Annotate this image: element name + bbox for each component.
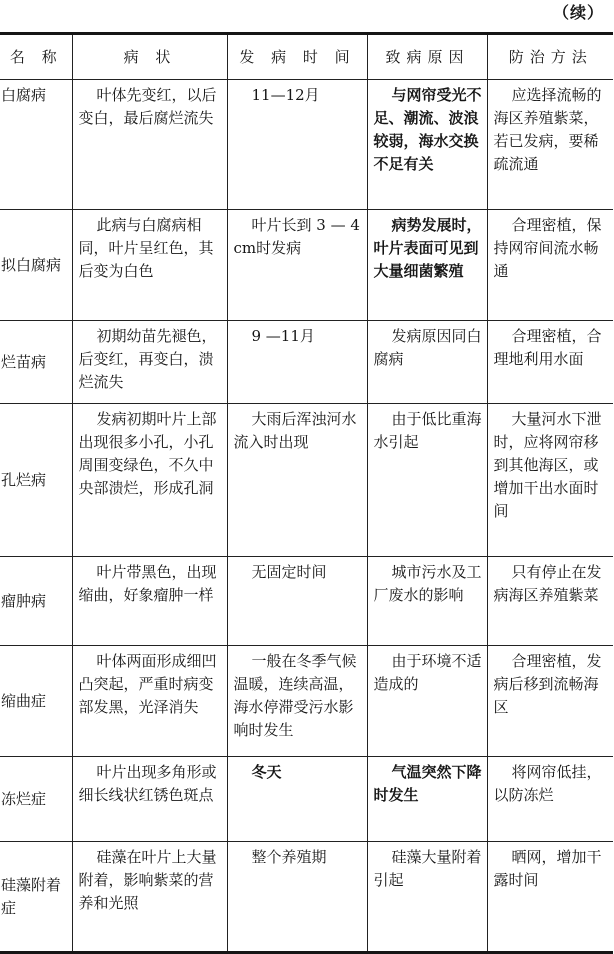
header-time: 发 病 时 间 <box>227 34 367 80</box>
time-cell: 整个养殖期 <box>227 842 367 953</box>
disease-name: 缩曲症 <box>0 646 72 757</box>
table-row <box>0 321 613 404</box>
disease-name: 白腐病 <box>0 80 72 210</box>
prevention-cell: 合理密植，发病后移到流畅海区 <box>487 646 613 757</box>
time-cell: 大雨后浑浊河水流入时出现 <box>227 404 367 557</box>
time-cell: 无固定时间 <box>227 557 367 646</box>
time-cell: 11—12月 <box>227 80 367 210</box>
time-cell: 9 —11月 <box>227 321 367 404</box>
table-row <box>0 210 613 321</box>
table-row <box>0 842 613 953</box>
cause-cell: 硅藻大量附着引起 <box>367 842 487 953</box>
header-symptom: 病 状 <box>72 34 227 80</box>
cause-cell: 气温突然下降时发生 <box>367 757 487 842</box>
table-row <box>0 557 613 646</box>
prevention-cell: 将网帘低挂，以防冻烂 <box>487 757 613 842</box>
symptom-cell: 叶片带黑色，出现缩曲，好象瘤肿一样 <box>72 557 227 646</box>
header-name: 名 称 <box>0 34 72 80</box>
continued-label: （续） <box>552 3 604 22</box>
disease-name: 冻烂症 <box>0 757 72 842</box>
time-cell: 一般在冬季气候温暖，连续高温，海水停滞受污水影响时发生 <box>227 646 367 757</box>
cause-cell: 病势发展时，叶片表面可见到大量细菌繁殖 <box>367 210 487 321</box>
header-cause: 致病原因 <box>367 34 487 80</box>
cause-cell: 由于低比重海水引起 <box>367 404 487 557</box>
disease-name: 孔烂病 <box>0 404 72 557</box>
symptom-cell: 初期幼苗先褪色，后变红，再变白，溃烂流失 <box>72 321 227 404</box>
disease-name: 烂苗病 <box>0 321 72 404</box>
disease-table <box>0 32 613 954</box>
prevention-cell: 应选择流畅的海区养殖紫菜，若已发病，要稀疏流通 <box>487 80 613 210</box>
symptom-cell: 此病与白腐病相同，叶片呈红色，其后变为白色 <box>72 210 227 321</box>
table-row <box>0 80 613 210</box>
prevention-cell: 晒网，增加干露时间 <box>487 842 613 953</box>
prevention-cell: 大量河水下泄时，应将网帘移到其他海区，或增加干出水面时间 <box>487 404 613 557</box>
disease-name: 瘤肿病 <box>0 557 72 646</box>
table-row <box>0 646 613 757</box>
cause-cell: 城市污水及工厂废水的影响 <box>367 557 487 646</box>
time-cell: 叶片长到 3 — 4 cm时发病 <box>227 210 367 321</box>
cause-cell: 由于环境不适造成的 <box>367 646 487 757</box>
cause-cell: 与网帘受光不足、潮流、波浪较弱，海水交换不足有关 <box>367 80 487 210</box>
symptom-cell: 叶体先变红，以后变白，最后腐烂流失 <box>72 80 227 210</box>
table-row <box>0 404 613 557</box>
cause-cell: 发病原因同白腐病 <box>367 321 487 404</box>
header-prevention: 防治方法 <box>487 34 613 80</box>
time-cell: 冬天 <box>227 757 367 842</box>
table-row <box>0 757 613 842</box>
symptom-cell: 硅藻在叶片上大量附着，影响紫菜的营养和光照 <box>72 842 227 953</box>
disease-name: 硅藻附着症 <box>0 842 72 953</box>
prevention-cell: 合理密植，保持网帘间流水畅通 <box>487 210 613 321</box>
symptom-cell: 叶片出现多角形或细长线状红锈色斑点 <box>72 757 227 842</box>
symptom-cell: 叶体两面形成细凹凸突起，严重时病变部发黑，光泽消失 <box>72 646 227 757</box>
prevention-cell: 合理密植，合理地利用水面 <box>487 321 613 404</box>
disease-name: 拟白腐病 <box>0 210 72 321</box>
prevention-cell: 只有停止在发病海区养殖紫菜 <box>487 557 613 646</box>
table-header-row <box>0 34 613 80</box>
symptom-cell: 发病初期叶片上部出现很多小孔，小孔周围变绿色，不久中央部溃烂，形成孔洞 <box>72 404 227 557</box>
